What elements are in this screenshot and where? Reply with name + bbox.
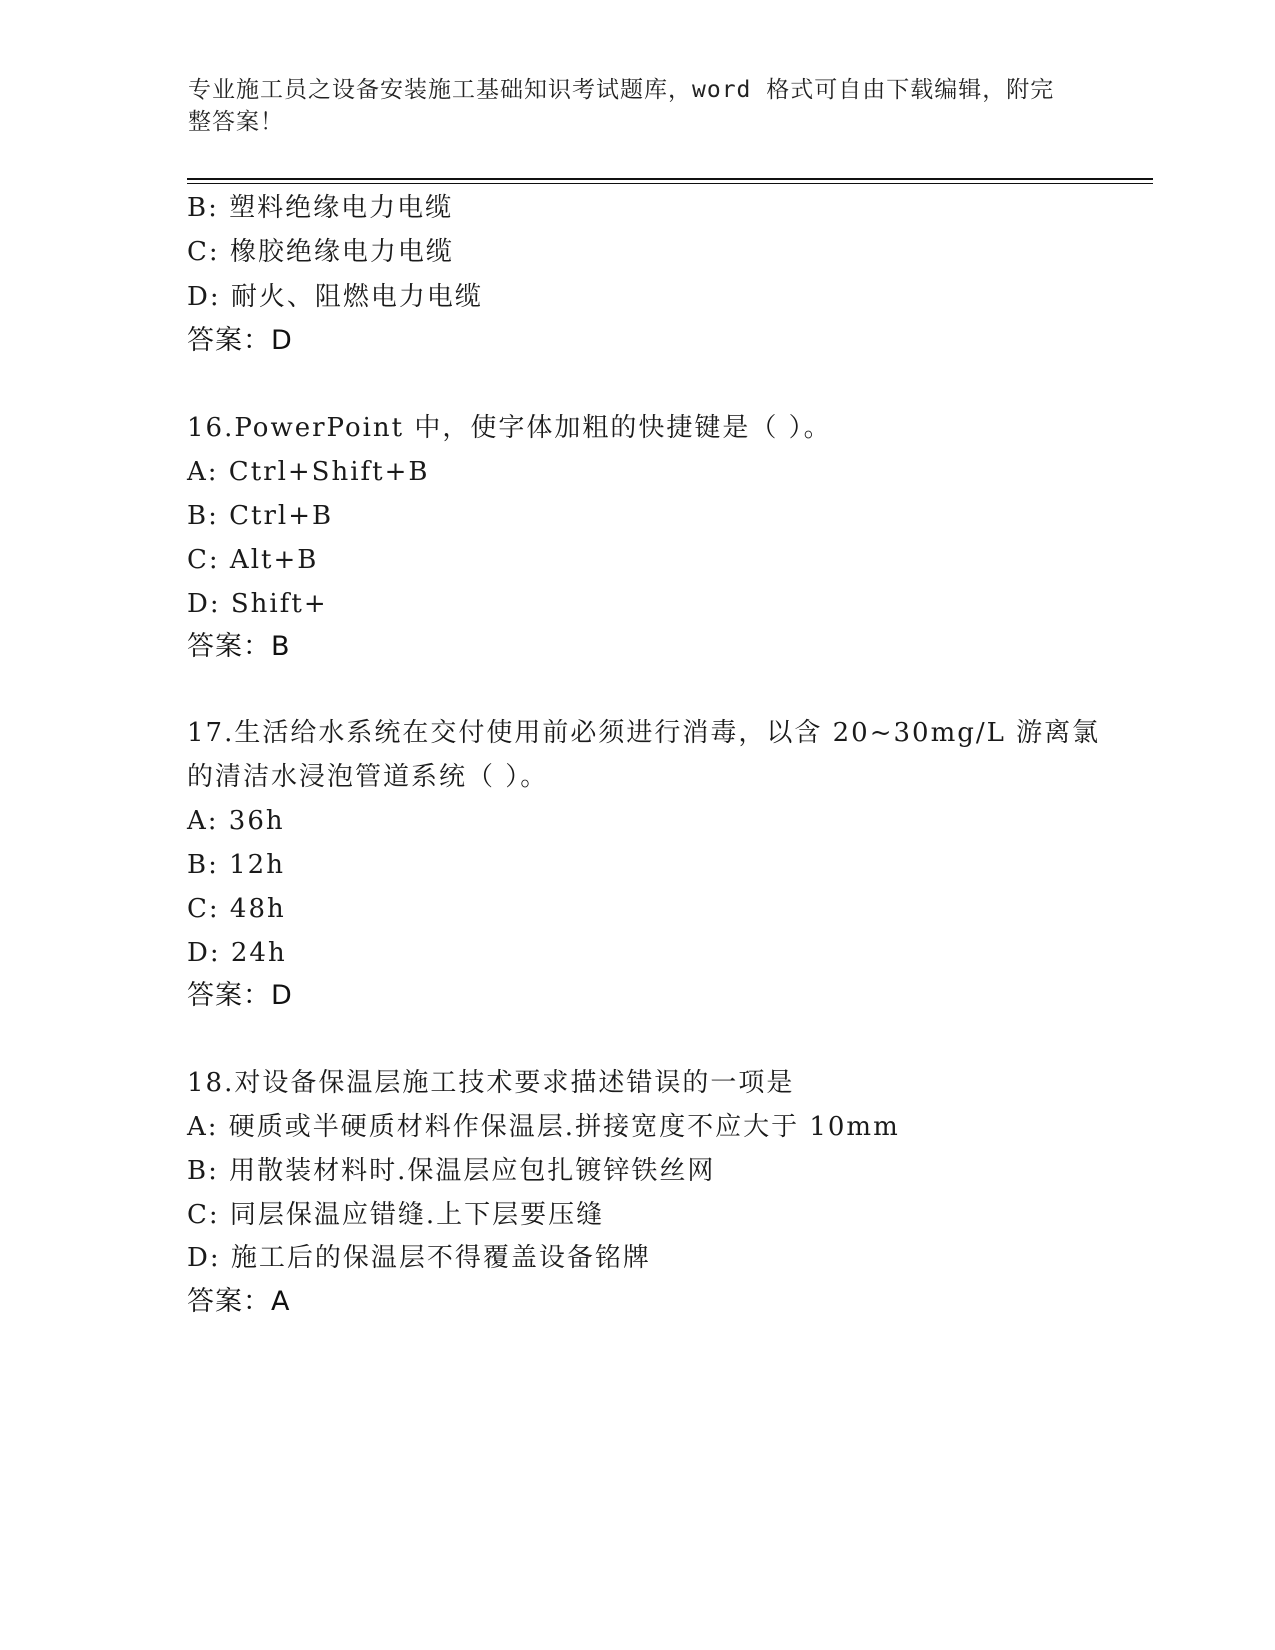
q18-option-d: D: 施工后的保温层不得覆盖设备铭牌: [187, 1243, 651, 1273]
q18-option-c: C: 同层保温应错缝.上下层要压缝: [187, 1200, 605, 1230]
q15-option-c: C: 橡胶绝缘电力电缆: [187, 237, 454, 267]
q17-option-a: A: 36h: [187, 806, 285, 836]
q15-option-d: D: 耐火、阻燃电力电缆: [187, 282, 483, 312]
q16-answer: 答案：B: [187, 631, 291, 662]
q17-option-b: B: 12h: [187, 850, 285, 880]
q17-stem-line-1: 17.生活给水系统在交付使用前必须进行消毒，以含 20~30mg/L 游离氯: [187, 718, 1101, 748]
header-divider-thin: [187, 183, 1153, 184]
q15-option-b: B: 塑料绝缘电力电缆: [187, 193, 454, 223]
q16-option-b: B: Ctrl+B: [187, 501, 334, 531]
q16-stem: 16.PowerPoint 中，使字体加粗的快捷键是（ ）。: [187, 413, 832, 443]
header-line-2: 整答案！: [188, 109, 284, 135]
q17-stem-line-2: 的清洁水浸泡管道系统（ ）。: [187, 762, 549, 792]
document-header: [188, 74, 1088, 138]
q16-option-a: A: Ctrl+Shift+B: [187, 457, 430, 487]
q18-option-a: A: 硬质或半硬质材料作保温层.拼接宽度不应大于 10mm: [187, 1112, 900, 1142]
q18-answer: 答案：A: [187, 1286, 291, 1317]
q17-option-d: D: 24h: [187, 938, 287, 968]
header-line-1: 专业施工员之设备安装施工基础知识考试题库，word 格式可自由下载编辑，附完: [188, 77, 1055, 103]
header-divider-thick: [187, 178, 1153, 180]
q16-option-c: C: Alt+B: [187, 545, 319, 575]
q18-option-b: B: 用散装材料时.保温层应包扎镀锌铁丝网: [187, 1156, 716, 1186]
q15-answer: 答案：D: [187, 325, 293, 356]
q18-stem: 18.对设备保温层施工技术要求描述错误的一项是: [187, 1068, 795, 1098]
q17-option-c: C: 48h: [187, 894, 286, 924]
q17-answer: 答案：D: [187, 980, 293, 1011]
q16-option-d: D: Shift+: [187, 589, 328, 619]
